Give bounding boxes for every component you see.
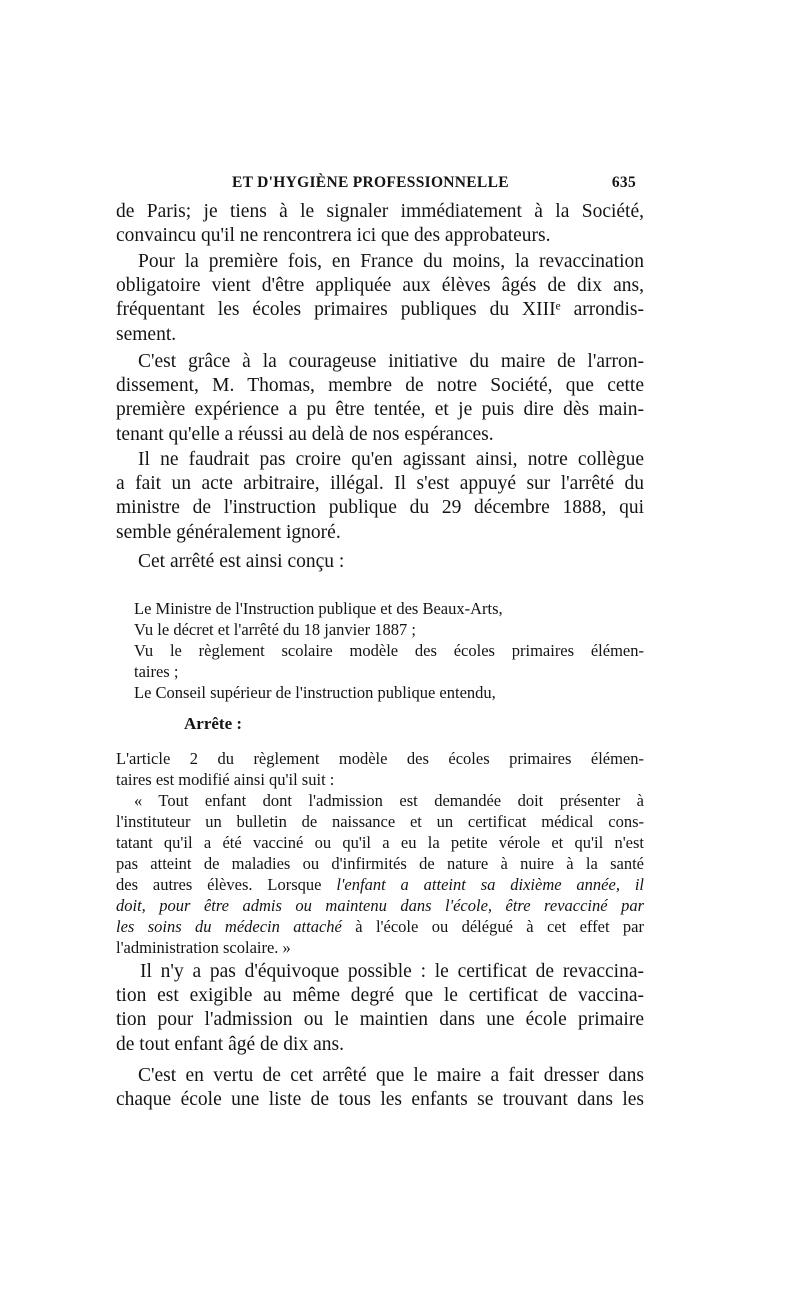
text-line: sement. [116, 323, 177, 345]
text-line: à l'école ou délégué à cet effet par [355, 917, 644, 936]
text-line: de Paris; je tiens à le signaler immédiatement à la Société, [116, 201, 644, 222]
paragraph-initiative [116, 350, 644, 447]
text-line-italic: doit, pour être admis ou maintenu dans l'école, être revacciné par [116, 896, 644, 915]
arrete-heading [116, 714, 644, 734]
paragraph-concu [116, 550, 644, 574]
running-title: ET D'HYGIÈNE PROFESSIONNELLE [232, 174, 509, 191]
text-line: pas atteint de maladies ou d'infirmités de nature à nuire à la santé [116, 854, 644, 873]
text-line: taires est modifié ainsi qu'il suit : [116, 770, 335, 789]
text-line: a fait un acte arbitraire, illégal. Il s'est appuyé sur l'arrêté du [116, 473, 644, 495]
text-line: tatant qu'il a été vacciné ou qu'il a eu la petite vérole et qu'il n'est [116, 833, 644, 852]
text-line: fréquentant les écoles primaires publiques du XIIIᵉ arrondis- [116, 299, 644, 321]
text-line: taires ; [134, 662, 179, 681]
text-line: tenant qu'elle a réussi au delà de nos espérances. [116, 423, 494, 445]
decree-preamble [116, 598, 644, 703]
text-line: tion pour l'admission ou le maintien dans une école primaire [116, 1009, 644, 1031]
arrete-heading-text: Arrête : [184, 714, 243, 733]
text-line: tion est exigible au même degré que le certificat de vaccina- [116, 985, 644, 1007]
text-line: Pour la première fois, en France du moins, la revaccination [138, 251, 644, 272]
text-line: Le Conseil supérieur de l'instruction publique entendu, [134, 683, 496, 702]
text-line: dissement, M. Thomas, membre de notre Société, que cette [116, 375, 644, 397]
paragraph-liste [116, 1064, 644, 1112]
text-line: C'est en vertu de cet arrêté que le maire a fait dresser dans [138, 1065, 644, 1086]
paragraph-revaccination [116, 250, 644, 347]
text-line: C'est grâce à la courageuse initiative du maire de l'arron- [138, 351, 644, 372]
running-header [116, 170, 644, 200]
text-line: l'instituteur un bulletin de naissance et un certificat médical cons- [116, 812, 644, 831]
text-line: convaincu qu'il ne rencontrera ici que des approbateurs. [116, 225, 551, 247]
text-line: ministre de l'instruction publique du 29 décembre 1888, qui [116, 497, 644, 519]
text-line: première expérience a pu être tentée, et je puis dire dès main- [116, 399, 644, 421]
paragraph-equivoque [116, 960, 644, 1057]
decree-article [116, 748, 644, 958]
text-line: des autres élèves. Lorsque [116, 875, 322, 894]
text-line: Le Ministre de l'Instruction publique et des Beaux-Arts, [134, 599, 503, 618]
text-line-italic: les soins du médecin attaché [116, 917, 342, 936]
text-line-italic: l'enfant a atteint sa dixième année, il [336, 875, 644, 894]
paragraph-arbitraire [116, 448, 644, 545]
text-line: obligatoire vient d'être appliquée aux élèves âgés de dix ans, [116, 275, 644, 297]
text-line: Cet arrêté est ainsi conçu : [138, 551, 345, 572]
text-line: chaque école une liste de tous les enfants se trouvant dans les [116, 1089, 644, 1111]
text-line: semble généralement ignoré. [116, 521, 341, 543]
text-line: de tout enfant âgé de dix ans. [116, 1033, 344, 1055]
text-line: Vu le décret et l'arrêté du 18 janvier 1887 ; [134, 620, 416, 639]
text-line: L'article 2 du règlement modèle des écoles primaires élémen- [116, 749, 644, 768]
paragraph-intro [116, 200, 644, 248]
page-number: 635 [611, 174, 636, 191]
text-line: Il ne faudrait pas croire qu'en agissant ainsi, notre collègue [138, 449, 644, 470]
text-line: Il n'y a pas d'équivoque possible : le certificat de revaccina- [140, 961, 644, 982]
text-line: l'administration scolaire. » [116, 938, 291, 957]
book-page [116, 170, 644, 1111]
text-line: « Tout enfant dont l'admission est demandée doit présenter à [134, 791, 644, 810]
text-line: Vu le règlement scolaire modèle des écoles primaires élémen- [134, 641, 644, 660]
